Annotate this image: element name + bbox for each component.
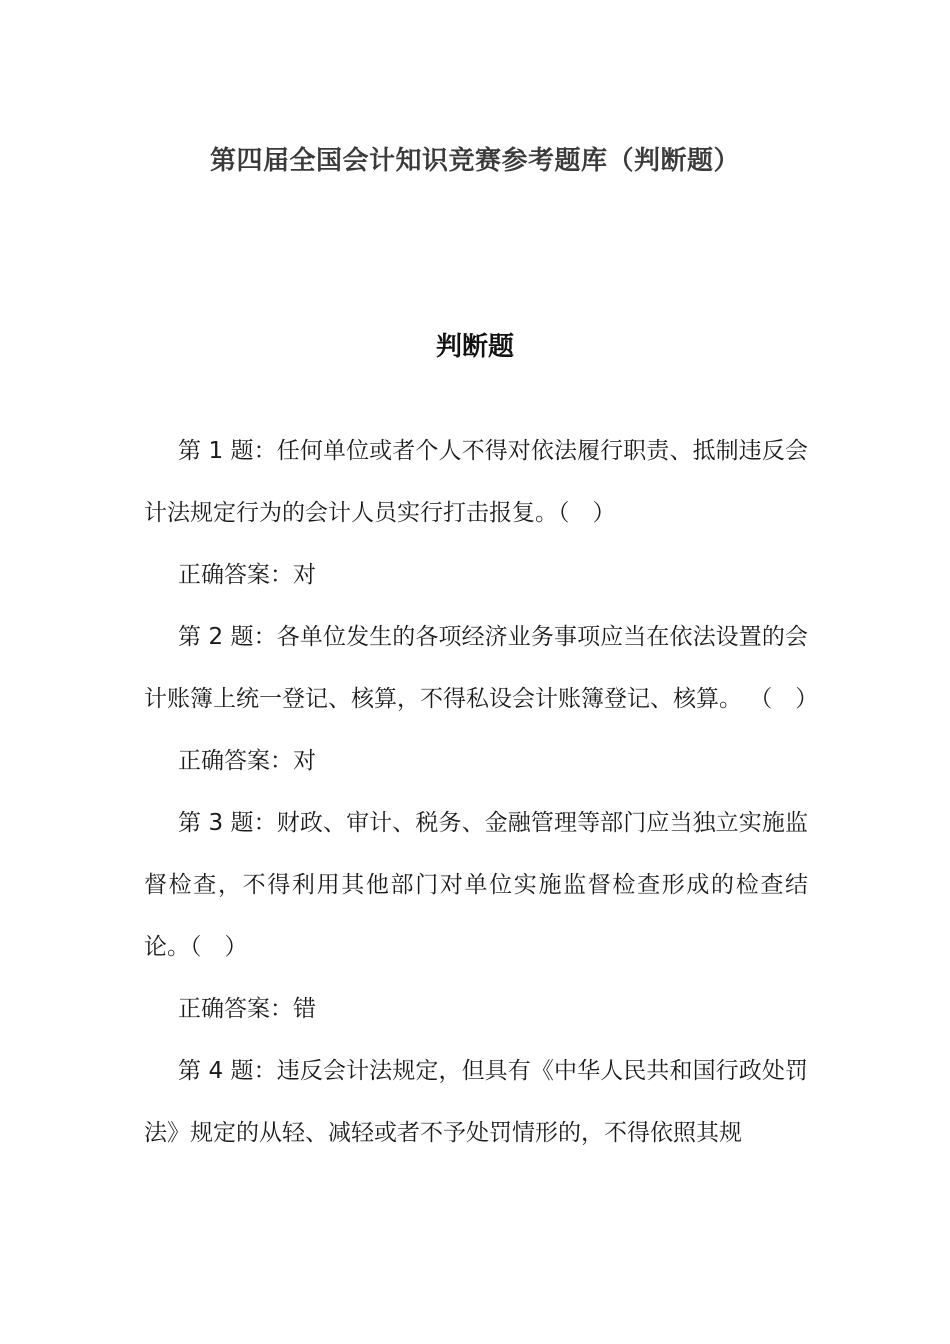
answer-2: 正确答案：对 bbox=[178, 748, 316, 774]
section-heading: 判断题 bbox=[435, 332, 514, 362]
question-4: 第 4 题：违反会计法规定，但具有《中华人民共和国行政处罚法》规定的从轻、减轻或者不予处罚情形的，不得依照其规 bbox=[144, 1058, 808, 1146]
question-2: 第 2 题：各单位发生的各项经济业务事项应当在依法设置的会计账簿上统一登记、核算，不得私设会计账簿登记、核算。 （ ） bbox=[144, 624, 819, 712]
answer-3: 正确答案：错 bbox=[178, 996, 316, 1022]
question-3: 第 3 题：财政、审计、税务、金融管理等部门应当独立实施监督检查，不得利用其他部门对单位实施监督检查形成的检查结论。（ ） bbox=[144, 810, 808, 960]
question-list bbox=[144, 420, 819, 1164]
document-title: 第四届全国会计知识竞赛参考题库（判断题） bbox=[209, 146, 740, 176]
answer-1: 正确答案：对 bbox=[178, 562, 316, 588]
question-1: 第 1 题：任何单位或者个人不得对依法履行职责、抵制违反会计法规定行为的会计人员实行打击报复。（ ） bbox=[144, 438, 808, 526]
